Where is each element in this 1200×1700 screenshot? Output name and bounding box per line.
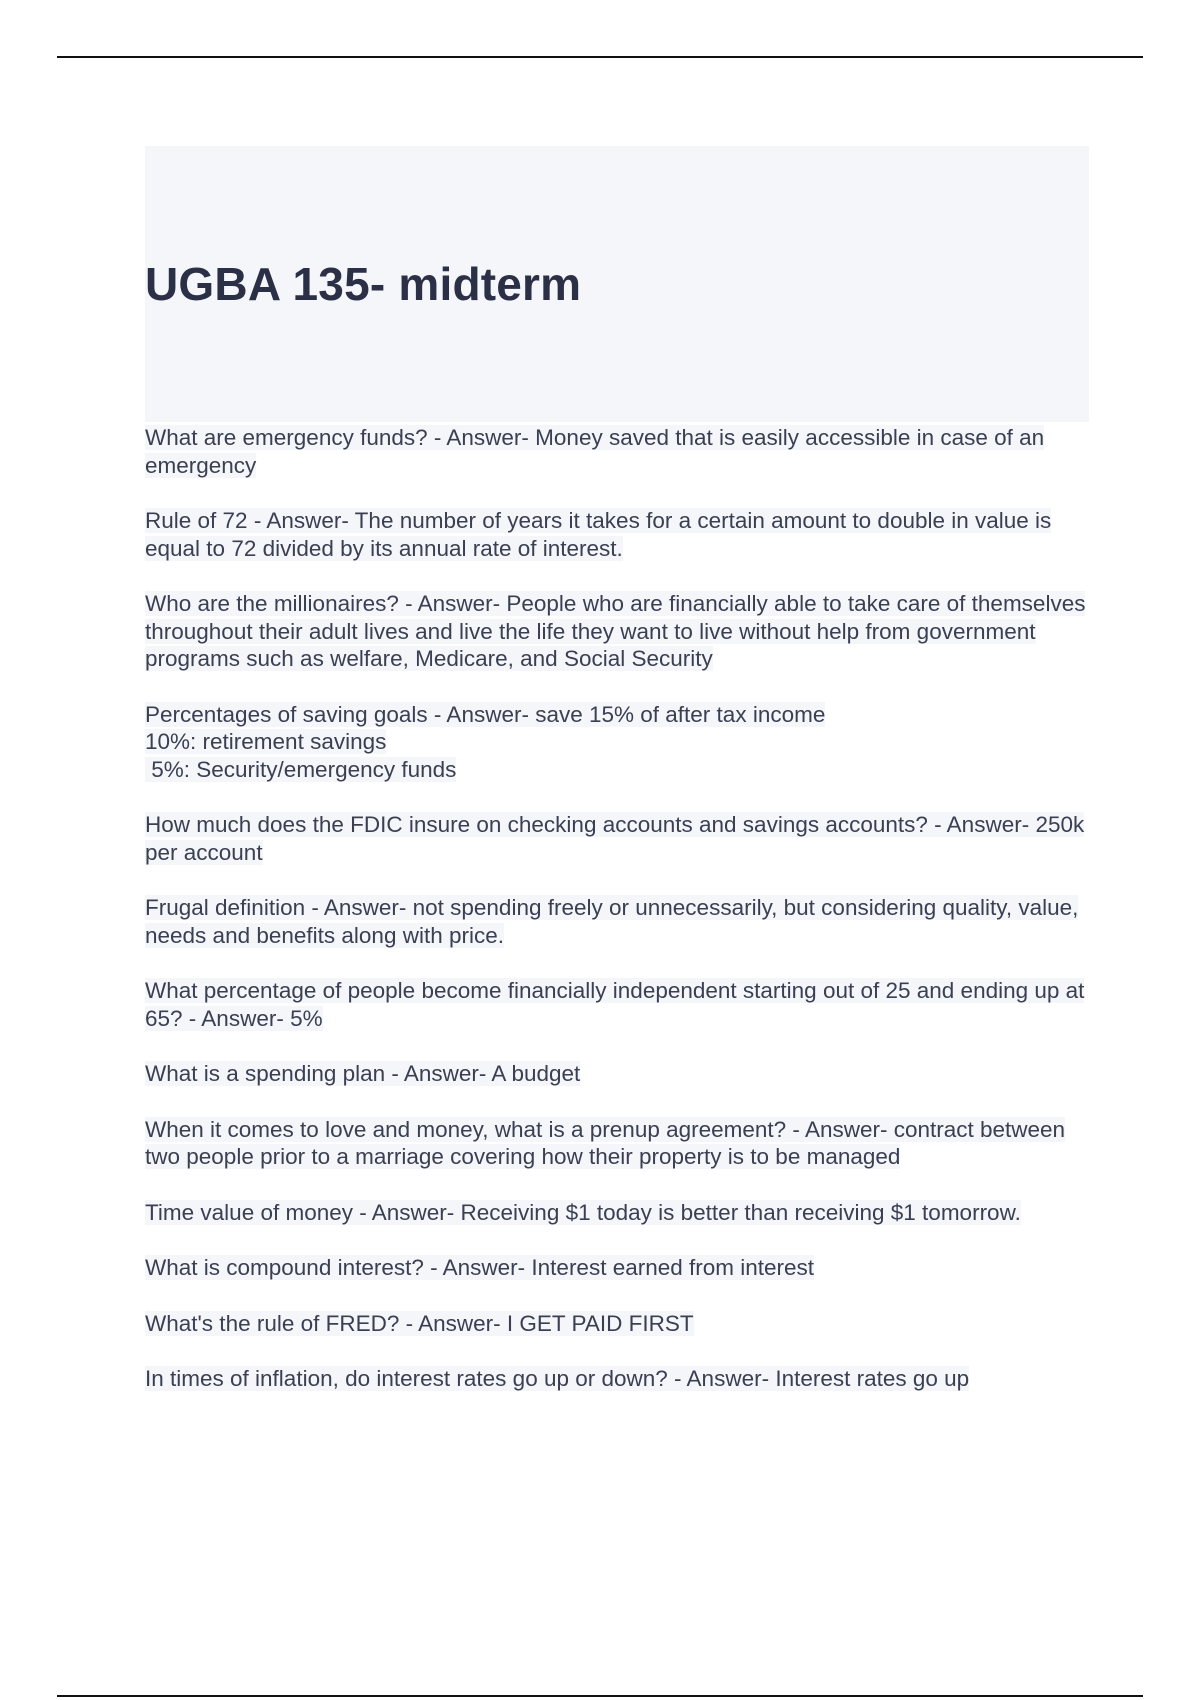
qa-item-time-value: Time value of money - Answer- Receiving $1 today is better than receiving $1 tomorrow. — [145, 1199, 1021, 1225]
qa-item-fred: What's the rule of FRED? - Answer- I GET PAID FIRST — [145, 1310, 694, 1336]
document-title: UGBA 135- midterm — [145, 258, 582, 310]
qa-item-emergency-funds: What are emergency funds? - Answer- Money saved that is easily accessible in case of an emergency — [145, 425, 1045, 478]
qa-item-fdic: How much does the FDIC insure on checking accounts and savings accounts? - Answer- 250k per account — [145, 812, 1085, 865]
qa-item-saving-goals: Percentages of saving goals - Answer- save 15% of after tax income 10%: retirement savings 5%: Security/emergency funds — [145, 701, 1105, 784]
qa-item-millionaires: Who are the millionaires? - Answer- People who are financially able to take care of themselves throughout their adult lives and live the life they want to live without help from government programs such as welfare, Medicare, and Social Security — [145, 591, 1086, 671]
qa-subline-security: 5%: Security/emergency funds — [145, 756, 457, 782]
qa-subline-retirement: 10%: retirement savings — [145, 729, 387, 754]
qa-item-inflation: In times of inflation, do interest rates go up or down? - Answer- Interest rates go up — [145, 1366, 970, 1391]
top-rule — [57, 56, 1143, 58]
qa-item-spending-plan: What is a spending plan - Answer- A budget — [145, 1061, 581, 1086]
qa-item-rule-of-72: Rule of 72 - Answer- The number of years it takes for a certain amount to double in value is equal to 72 divided by its annual rate of interest. — [145, 508, 1052, 561]
qa-item-prenup: When it comes to love and money, what is a prenup agreement? - Answer- contract between two people prior to a marriage covering how their property is to be managed — [145, 1116, 1066, 1169]
qa-item-financial-independence: What percentage of people become financially independent starting out of 25 and ending up at 65? - Answer- 5% — [145, 978, 1085, 1031]
qa-item-frugal: Frugal definition - Answer- not spending freely or unnecessarily, but considering quality, value, needs and benefits along with price. — [145, 895, 1079, 948]
qa-list — [145, 424, 1105, 1421]
qa-item-compound-interest: What is compound interest? - Answer- Interest earned from interest — [145, 1255, 815, 1280]
bottom-rule — [57, 1695, 1143, 1697]
